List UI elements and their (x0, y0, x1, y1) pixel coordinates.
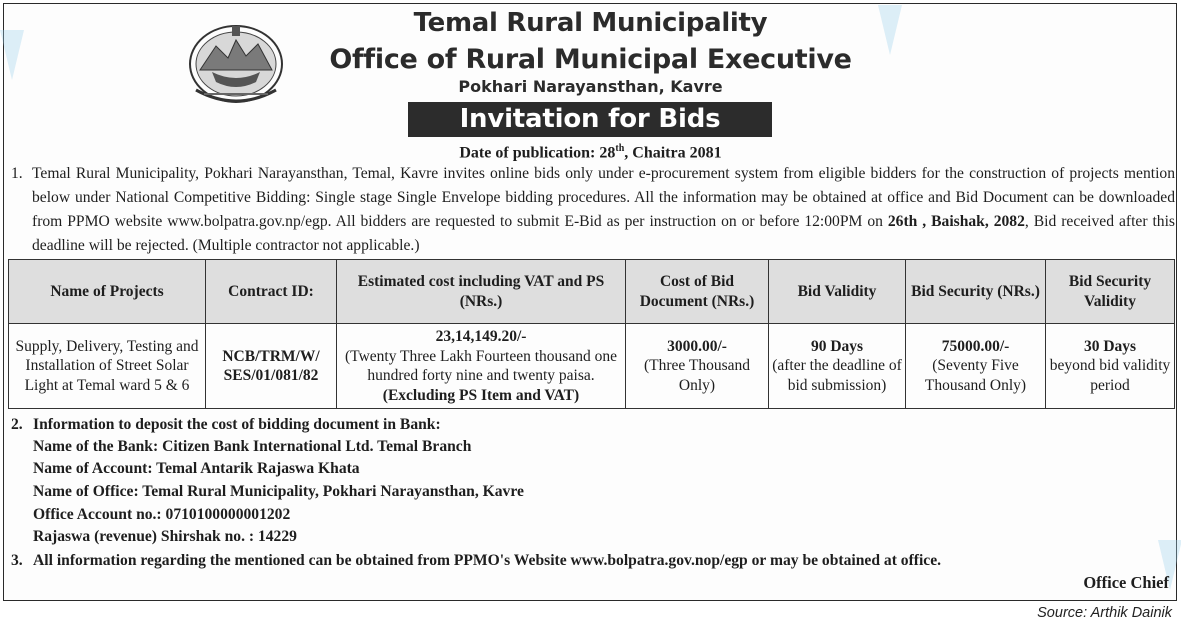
table-header: Name of Projects (9, 260, 206, 324)
cost-note: (Excluding PS Item and VAT) (382, 386, 580, 404)
table-header: Bid Security (NRs.) (906, 260, 1046, 324)
account-number-line: Office Account no.: 0710100000001202 (33, 506, 291, 523)
security-amount: 75000.00/- (941, 337, 1010, 355)
bid-security-cell (906, 324, 1046, 409)
publication-date: Date of publication: 28th, Chaitra 2081 (459, 143, 722, 162)
bid-security-validity-cell (1046, 324, 1175, 409)
source-credit: Source: Arthik Dainik (1037, 605, 1172, 621)
bid-document-cost-cell (626, 324, 769, 409)
revenue-shirshak-line: Rajaswa (revenue) Shirshak no. : 14229 (33, 528, 297, 545)
table-header: Cost of Bid Document (NRs.) (626, 260, 769, 324)
doc-amount: 3000.00/- (667, 337, 727, 355)
intro-paragraph: 1. Temal Rural Municipality, Pokhari Narayansthan, Temal, Kavre invites online bids only under e-procurement system from eligible bidders for the construction of projects mention below under National Competitive Bidding: Single stage Single Envelope bidding procedures. All the information may be obtained at office and Bid Document can be downloaded from PPMO website www.bolpatra.gov.np/egp. All bidders are requested to submit E-Bid as per instruction on or before 12:00PM on 26th , Baishak, 2082, Bid received after this deadline will be rejected. (Multiple contractor not applicable.) (11, 162, 1175, 258)
table-header-row (9, 260, 1175, 324)
table-header: Contract ID: (206, 260, 337, 324)
item-number: 1. (11, 165, 23, 182)
deadline-date: 26th , Baishak, 2082 (887, 213, 1025, 230)
office-name: Office of Rural Municipal Executive (329, 44, 852, 75)
table-header: Estimated cost including VAT and PS (NRs.) (337, 260, 626, 324)
contract-id-cell: NCB/TRM/W/ SES/01/081/82 (206, 324, 337, 409)
security-validity-days: 30 Days (1083, 337, 1137, 355)
project-name-cell: Supply, Delivery, Testing and Installation of Street Solar Light at Temal ward 5 & 6 (9, 324, 206, 409)
ppmo-note-text: All information regarding the mentioned can be obtained from PPMO's Website www.bolpatra.gov.nop/egp or may be obtained at office. (33, 552, 942, 569)
office-name-line: Name of Office: Temal Rural Municipality, Pokhari Narayansthan, Kavre (33, 483, 524, 500)
ppmo-note (11, 552, 942, 570)
estimated-cost-cell (337, 324, 626, 409)
bank-info-title: Information to deposit the cost of bidding document in Bank: (33, 416, 441, 433)
table-header: Bid Validity (769, 260, 906, 324)
item-number: 3. (11, 552, 23, 569)
account-name-line: Name of Account: Temal Antarik Rajaswa Khata (33, 460, 360, 477)
item-number: 2. (11, 416, 23, 433)
municipality-name: Temal Rural Municipality (413, 8, 768, 38)
cost-in-words: (Twenty Three Lakh Fourteen thousand one hundred forty nine and twenty paisa. (345, 347, 617, 384)
notice-title-banner: Invitation for Bids (408, 102, 772, 137)
security-validity-note: beyond bid validity period (1049, 357, 1171, 394)
bid-validity-cell (769, 324, 906, 409)
validity-note: (after the deadline of bid submission) (772, 357, 902, 394)
bank-name-line: Name of the Bank: Citizen Bank International Ltd. Temal Branch (33, 438, 472, 455)
security-amount-words: (Seventy Five Thousand Only) (924, 357, 1027, 394)
table-row (9, 324, 1175, 409)
table-header: Bid Security Validity (1046, 260, 1175, 324)
validity-days: 90 Days (810, 337, 864, 355)
office-address: Pokhari Narayansthan, Kavre (458, 77, 723, 96)
doc-amount-words: (Three Thousand Only) (643, 357, 751, 394)
cost-amount: 23,14,149.20/- (435, 328, 527, 345)
signature-office-chief: Office Chief (1083, 573, 1169, 592)
bid-table (8, 259, 1175, 409)
